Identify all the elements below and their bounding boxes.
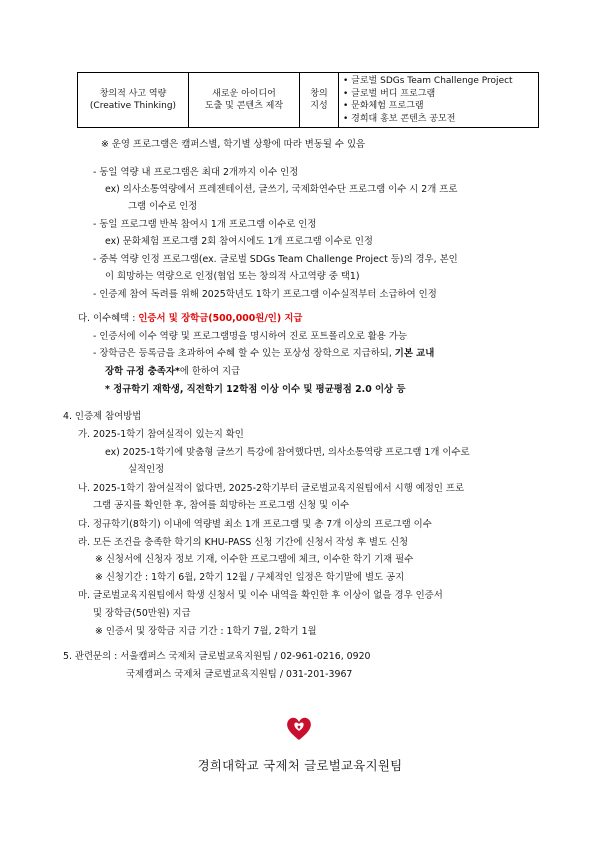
competency-name-en: (Creative Thinking): [89, 101, 177, 111]
bullet-line: [93, 347, 434, 360]
step-ma-cont: 및 장학금(50만원) 지급: [93, 608, 191, 619]
operation-note: ※ 운영 프로그램은 캠퍼스별, 학기별 상황에 따라 변동될 수 있음: [101, 139, 366, 150]
contact-seoul: 5. 관련문의 : 서울캠퍼스 국제처 글로벌교육지원팀 / 02-961-0216, 0920: [63, 651, 371, 662]
heart-flower-logo-icon: [284, 715, 314, 741]
program-item: • 경희대 홍보 콘텐츠 공모전: [343, 113, 456, 124]
domain-cell: [300, 73, 339, 128]
example-line: 실적인정: [128, 464, 165, 475]
note-line: ※ 신청기간 : 1학기 6월, 2학기 12월 / 구체적인 일정은 학기말에 별도 공지: [95, 572, 405, 583]
bullet-line: [105, 365, 240, 378]
program-item: • 글로벌 SDGs Team Challenge Project: [343, 76, 513, 86]
programs-cell: [339, 73, 539, 128]
text-span: - 장학금은 등록금을 초과하여 수혜 할 수 있는 포상성 장학으로 지급하되,: [93, 348, 395, 359]
bold-span: 기본 교내: [394, 348, 435, 359]
bullet-line: - 동일 역량 내 프로그램은 최대 2개까지 이수 인정: [93, 167, 299, 178]
example-line: ex) 문화체험 프로그램 2회 참여시에도 1개 프로그램 이수로 인정: [105, 236, 373, 247]
example-line: ex) 의사소통역량에서 프레젠테이션, 글쓰기, 국제화연수단 프로그램 이수 시 2개 프로: [105, 184, 458, 195]
step-na: 나. 2025-1학기 참여실적이 없다면, 2025-2학기부터 글로벌교육지원팀에서 시행 예정인 프로: [78, 483, 465, 494]
bullet-line: - 중복 역량 인정 프로그램(ex. 글로벌 SDGs Team Challenge Project 등)의 경우, 본인: [93, 254, 458, 265]
competency-name: 창의적 사고 역량: [99, 88, 167, 99]
step-ra: 라. 모든 조건을 충족한 학기의 KHU-PASS 신청 기간에 신청서 작성 후 별도 신청: [78, 537, 409, 548]
bullet-line: 이 희망하는 역량으로 인정(협업 또는 창의적 사고역량 중 택1): [105, 271, 360, 282]
domain-line: 지성: [310, 101, 328, 111]
note-line: ※ 신청서에 신청자 정보 기재, 이수한 프로그램에 체크, 이수한 학기 기재 필수: [95, 554, 414, 565]
benefit-prefix: 다. 이수혜택 :: [78, 313, 139, 324]
eligibility-note: * 정규학기 재학생, 직전학기 12학점 이상 이수 및 평균평점 2.0 이상 등: [105, 384, 406, 395]
bullet-line: - 인증제 참여 독려를 위해 2025학년도 1학기 프로그램 이수실적부터 소급하여 인정: [93, 289, 437, 300]
program-item: • 글로벌 버디 프로그램: [343, 88, 436, 99]
table-row: [78, 73, 539, 128]
benefit-highlight: 인증서 및 장학금(500,000원/인) 지급: [138, 313, 303, 324]
description-cell: [189, 73, 300, 128]
competency-table: [77, 72, 539, 128]
program-item: • 문화체험 프로그램: [343, 101, 424, 111]
example-line: 그램 이수로 인정: [128, 201, 198, 212]
step-ga: 가. 2025-1학기 참여실적이 있는지 확인: [78, 429, 244, 440]
bullet-line: - 인증서에 이수 역량 및 프로그램명을 명시하여 진로 포트폴리오로 활용 가능: [93, 331, 407, 342]
text-span: 에 한하여 지급: [179, 366, 241, 377]
contact-global: 국제캠퍼스 국제처 글로벌교육지원팀 / 031-201-3967: [126, 669, 353, 680]
section-4-title: 4. 인증제 참여방법: [63, 411, 142, 422]
description-line: 도출 및 콘텐츠 제작: [204, 101, 284, 111]
step-ma: 마. 글로벌교육지원팀에서 학생 신청서 및 이수 내역을 확인한 후 이상이 없을 경우 인증서: [78, 590, 443, 601]
description-line: 새로운 아이디어: [212, 88, 276, 99]
footer-org-name: 경희대학교 국제처 글로벌교육지원팀: [197, 758, 403, 773]
domain-line: 창의: [310, 88, 328, 99]
example-line: ex) 2025-1학기에 맞춤형 글쓰기 특강에 참여했다면, 의사소통역량 프로그램 1개 이수로: [105, 447, 470, 458]
note-line: ※ 인증서 및 장학금 지급 기간 : 1학기 7월, 2학기 1월: [95, 626, 317, 637]
step-da: 다. 정규학기(8학기) 이내에 역량별 최소 1개 프로그램 및 총 7개 이상의 프로그램 이수: [78, 519, 432, 530]
bullet-line: - 동일 프로그램 반복 참여시 1개 프로그램 이수로 인정: [93, 219, 317, 230]
step-na-cont: 그램 공지를 확인한 후, 참여를 희망하는 프로그램 신청 및 이수: [93, 500, 350, 511]
benefit-heading: [78, 312, 302, 325]
competency-cell: [78, 73, 189, 128]
bold-span: 장학 규정 충족자*: [105, 366, 180, 377]
